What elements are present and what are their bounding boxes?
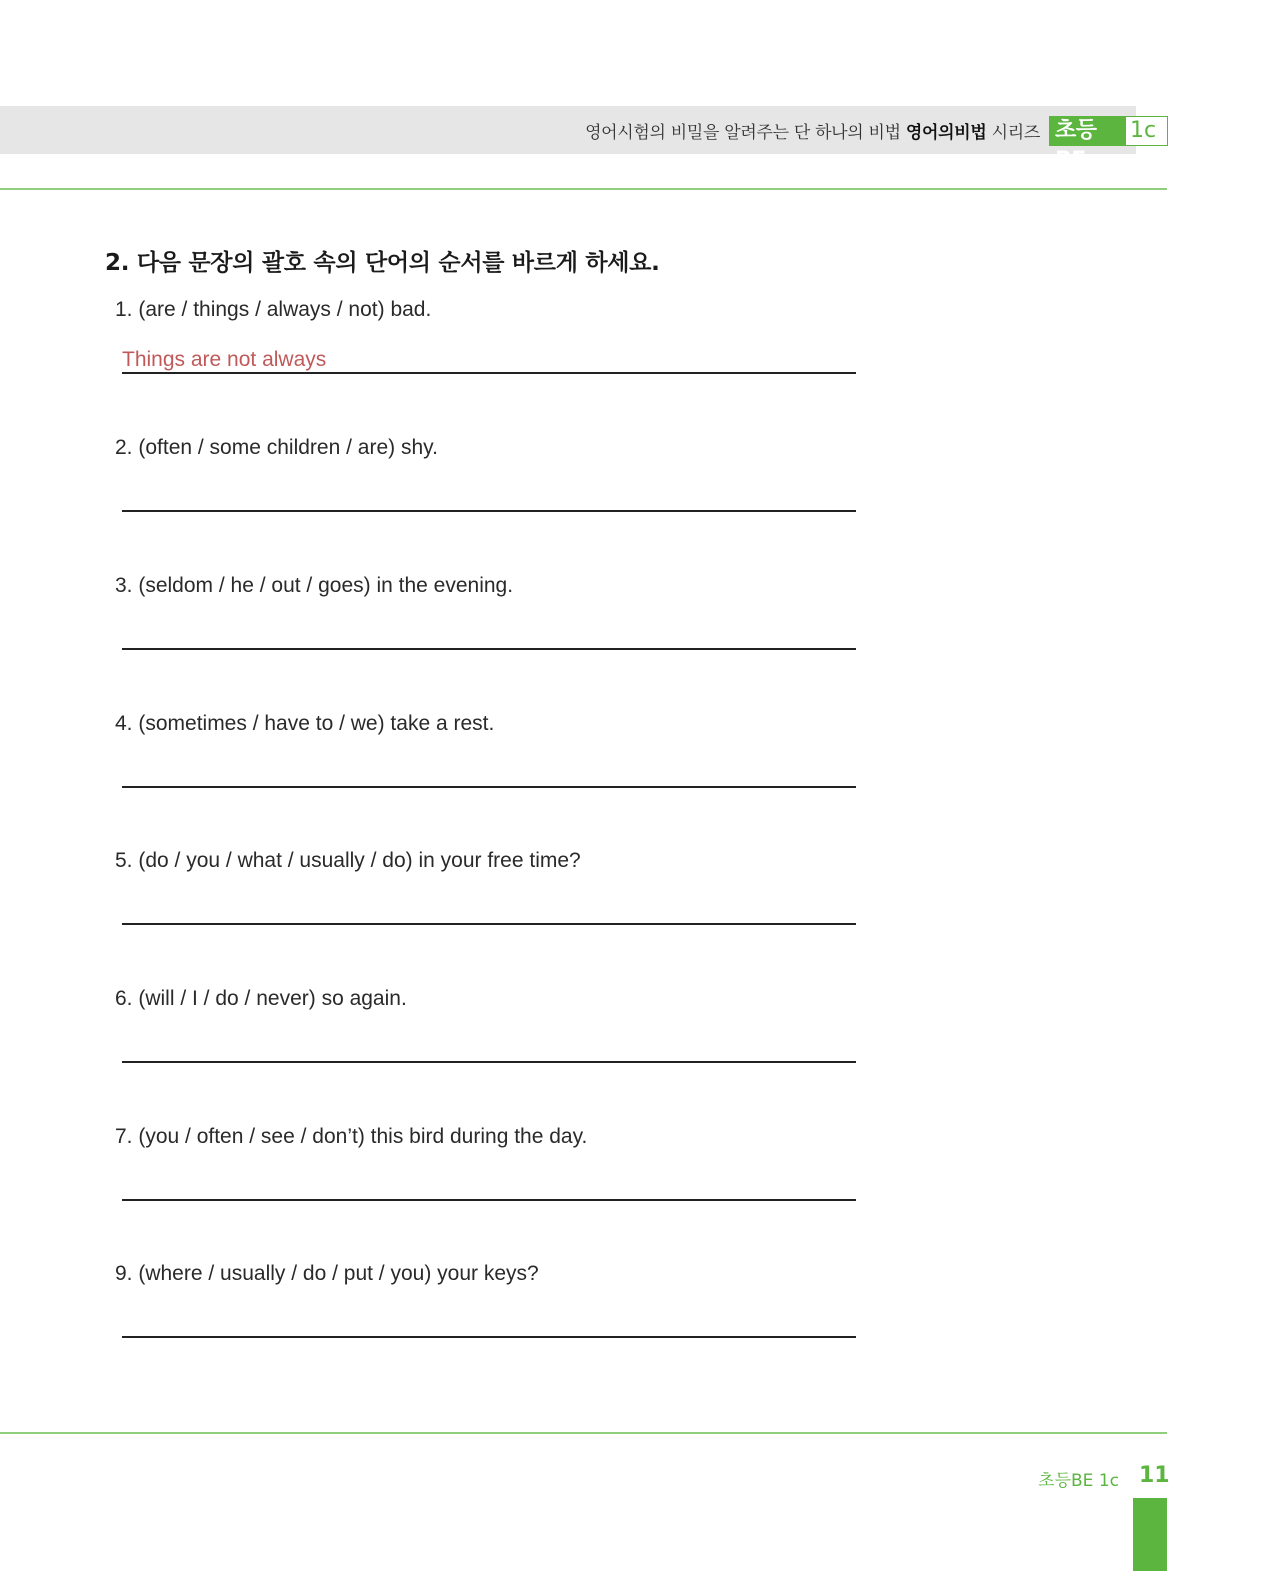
question-6: 6. (will / I / do / never) so again.	[115, 987, 407, 1010]
question-4: 4. (sometimes / have to / we) take a rest.	[115, 712, 495, 735]
answer-line-3[interactable]	[122, 648, 856, 650]
question-5: 5. (do / you / what / usually / do) in your free time?	[115, 849, 581, 872]
answer-line-9[interactable]	[122, 1336, 856, 1338]
page-number: 11	[1139, 1463, 1170, 1488]
answer-line-4[interactable]	[122, 786, 856, 788]
answer-1-text[interactable]: Things are not always	[122, 348, 327, 371]
header-tagline-suffix: 시리즈	[991, 123, 1040, 143]
answer-line-7[interactable]	[122, 1199, 856, 1201]
answer-line-5[interactable]	[122, 923, 856, 925]
header-tagline-prefix: 영어시험의 비밀을 알려주는 단 하나의 비법	[585, 123, 901, 143]
footer-divider	[0, 1432, 1167, 1434]
brand-main-label: 초등BE	[1049, 116, 1125, 146]
page-tab-marker	[1133, 1498, 1167, 1571]
question-3: 3. (seldom / he / out / goes) in the evening.	[115, 574, 514, 597]
header-brand-logo	[1049, 116, 1168, 173]
answer-line-1[interactable]	[122, 372, 856, 374]
brand-sub-label: 1c	[1125, 116, 1168, 146]
answer-line-6[interactable]	[122, 1061, 856, 1063]
section-title: 2. 다음 문장의 괄호 속의 단어의 순서를 바르게 하세요.	[105, 250, 660, 276]
footer-brand: 초등BE 1c	[1038, 1471, 1119, 1491]
question-2: 2. (often / some children / are) shy.	[115, 436, 438, 459]
question-9: 9. (where / usually / do / put / you) your keys?	[115, 1262, 539, 1285]
question-1: 1. (are / things / always / not) bad.	[115, 298, 432, 321]
question-7: 7. (you / often / see / don’t) this bird during the day.	[115, 1125, 588, 1148]
header-divider	[0, 188, 1167, 190]
answer-line-2[interactable]	[122, 510, 856, 512]
header-tagline	[585, 118, 1040, 143]
header-tagline-bold: 영어의비법	[905, 123, 987, 143]
